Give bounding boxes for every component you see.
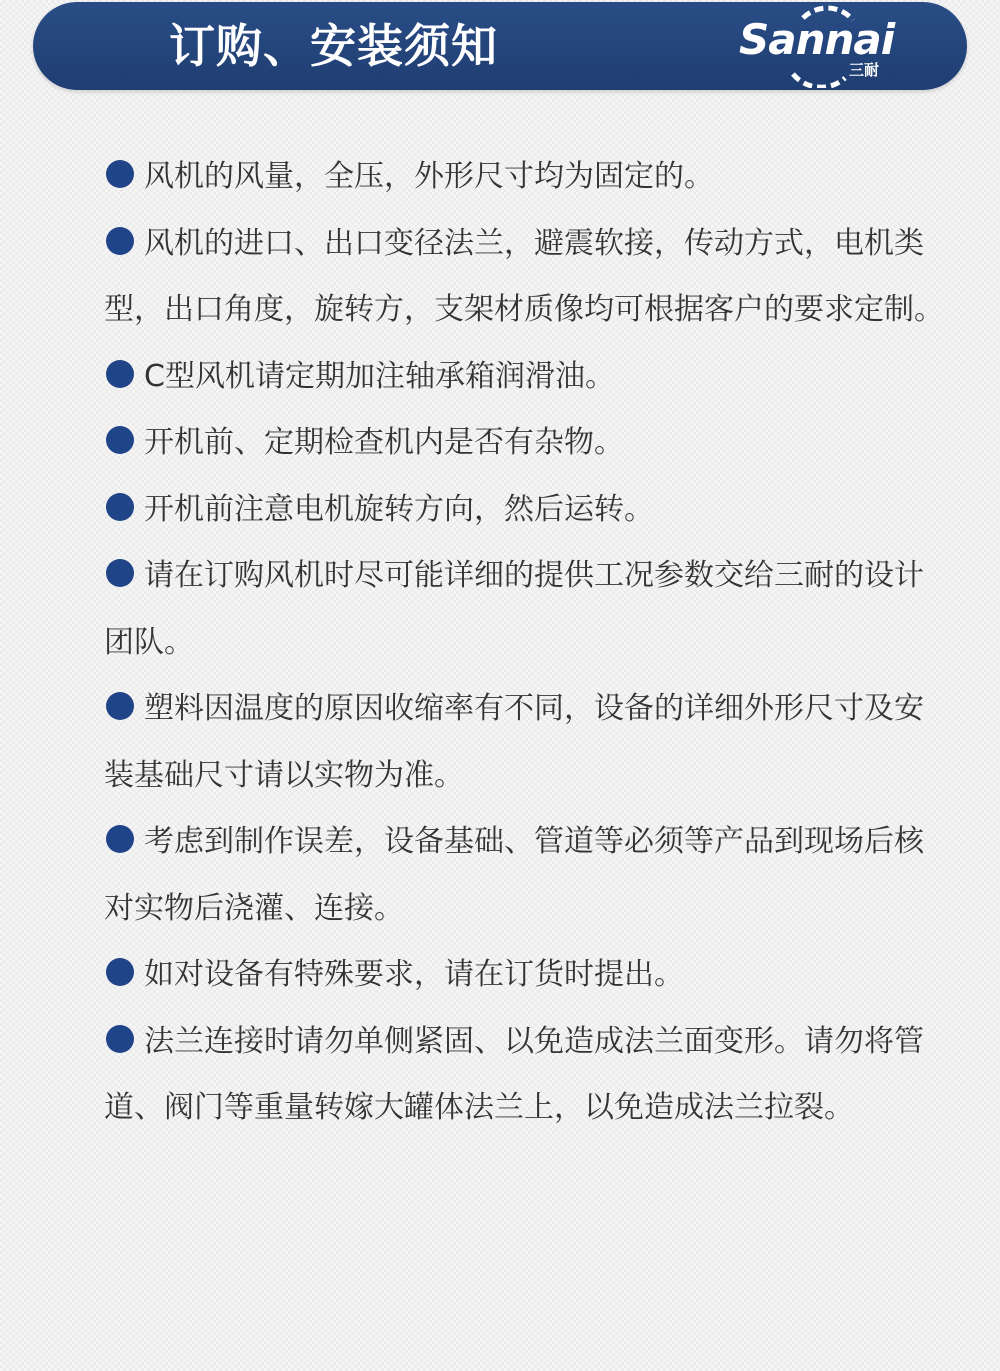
list-item [104, 410, 946, 477]
bullet-icon [106, 493, 134, 521]
item-text: 如对设备有特殊要求，请在订货时提出。 [144, 957, 684, 992]
item-text: 风机的进口、出口变径法兰，避震软接，传动方式，电机类型，出口角度，旋转方，支架材质像均可根据客户的要求定制。 [104, 225, 944, 327]
list-item [104, 942, 946, 1009]
bullet-icon [106, 559, 134, 587]
page-title: 订购、安装须知 [169, 19, 498, 73]
list-item [104, 676, 946, 809]
header-banner [33, 2, 967, 90]
list-item [104, 809, 946, 942]
item-text: 塑料因温度的原因收缩率有不同，设备的详细外形尺寸及安装基础尺寸请以实物为准。 [104, 691, 924, 793]
list-item [104, 144, 946, 211]
item-text: 风机的风量，全压，外形尺寸均为固定的。 [144, 159, 714, 194]
logo-wordmark: Sannai [739, 15, 895, 64]
item-text: 考虑到制作误差，设备基础、管道等必须等产品到现场后核对实物后浇灌、连接。 [104, 824, 924, 926]
list-item [104, 344, 946, 411]
sannai-logo [733, 4, 903, 88]
list-item [104, 543, 946, 676]
bullet-icon [106, 160, 134, 188]
bullet-icon [106, 825, 134, 853]
bullet-icon [106, 692, 134, 720]
list-item [104, 1009, 946, 1142]
bullet-icon [106, 227, 134, 255]
list-item [104, 211, 946, 344]
item-text: 开机前注意电机旋转方向，然后运转。 [144, 491, 654, 527]
bullet-icon [106, 426, 134, 454]
bullet-icon [106, 958, 134, 986]
item-text: 开机前、定期检查机内是否有杂物。 [144, 425, 624, 460]
item-text: C型风机请定期加注轴承箱润滑油。 [144, 358, 615, 394]
notice-list [104, 144, 946, 1142]
bullet-icon [106, 360, 134, 388]
logo-chinese-name: 三耐 [849, 61, 880, 79]
item-text: 法兰连接时请勿单侧紧固、以免造成法兰面变形。请勿将管道、阀门等重量转嫁大罐体法兰上，以免造成法兰拉裂。 [104, 1023, 924, 1125]
item-text: 请在订购风机时尽可能详细的提供工况参数交给三耐的设计团队。 [104, 558, 924, 660]
list-item [104, 477, 946, 544]
bullet-icon [106, 1025, 134, 1053]
